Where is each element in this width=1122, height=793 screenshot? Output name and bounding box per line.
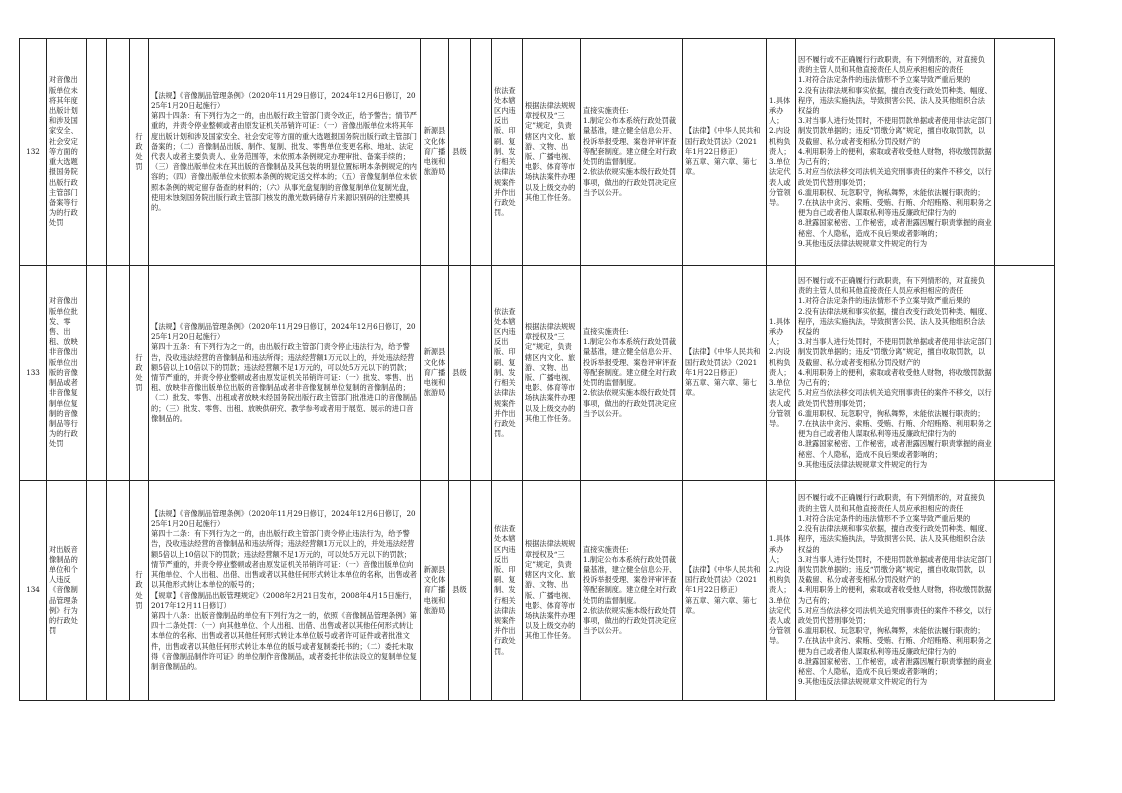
accountability-line: 3.对当事人进行处罚时，不使用罚款单据或者使用非法定部门制发罚款单据的；违反“罚缴分离”规定，擅自收取罚款，以及截留、私分或者变相私分罚没财产的 <box>798 554 992 585</box>
legal-basis <box>149 39 421 266</box>
table-row <box>20 266 1055 481</box>
row-number: 133 <box>20 266 47 481</box>
legal-basis <box>149 481 421 701</box>
accountability-line: 9.其他违反法律法规规章文件规定的行为 <box>798 238 928 248</box>
accountability-line: 9.其他违反法律法规规章文件规定的行为 <box>798 459 928 469</box>
duty-basis-law: 【法律】《中华人民共和国行政处罚法》（2021年1月22日修正） 第五章、第六章、第七章。 <box>683 481 767 701</box>
implementing-department: 新源县文化体育广播电视和旅游局 <box>421 39 449 266</box>
empty-cell <box>995 266 1055 481</box>
responsible-department: 根据法律法规规章授权及“三定”规定，负责辖区内文化、旅游、文物、出版、广播电视、电影、体育等市场执法案件办理以及上级交办的其他工作任务。 <box>523 481 581 701</box>
accountability-list <box>796 266 995 481</box>
accountability-line: 5.对应当依法移交司法机关追究刑事责任的案件不移交，以行政处罚代替刑事处罚； <box>798 388 992 408</box>
basis-line: 第四十五条：有下列行为之一的，由出版行政主管部门责令停止违法行为，给予警告，没收违法经营的音像制品和违法所得；违法经营额1万元以上的，并处违法经营额5倍以上10倍以下的罚款；违法经营额不足1万元的，可以处5万元以下的罚款；情节严重的，并责令停业整顿或者由原发证机关吊销许可证：（一）批发、零售、出租、放映非音像出版单位出版的音像制品或者非音像复制单位复制的音像制品的；（二）批发、零售、出租或者放映未经国务院出版行政主管部门批准进口的音像制品的；（三）批发、零售、出租、放映供研究、教学参考或者用于展览、展示的进口音像制品的。 <box>151 342 417 423</box>
accountability-line: 8.泄露国家秘密、工作秘密，或者泄露因履行职责掌握的商业秘密、个人隐私，造成不良后果或者影响的； <box>798 218 992 238</box>
legal-basis <box>149 266 421 481</box>
responsibility-content: 依法查处本辖区内违反出版、印刷、复制、发行相关法律法规案件并作出行政处罚。 <box>492 39 523 266</box>
accountability-line: 1.对符合法定条件的违法情形不予立案导致严重后果的 <box>798 513 971 523</box>
accountability-line: 4.利用职务上的便利，索取或者收受他人财物，将收缴罚款据为己有的； <box>798 367 992 388</box>
administrative-level: 县级 <box>449 481 471 701</box>
accountability-line: 因不履行或不正确履行行政职责，有下列情形的，对直接负责的主管人员和其他直接责任人员应承担相应的责任 <box>798 275 985 296</box>
accountability-line: 6.滥用职权、玩忽职守，徇私舞弊，未能依法履行职责的； <box>798 408 985 418</box>
basis-line: 第四十四条：有下列行为之一的，由出版行政主管部门责令改正，给予警告；情节严重的，并责令停业整顿或者由原发证机关吊销许可证：（一）音像出版单位未将其年度出版计划和涉及国家安全、社会安定等方面的重大选题报国务院出版行政主管部门备案的；（二）音像制品出版、制作、复制、批发、零售单位变更名称、地址、法定代表人或者主要负责人、业务范围等，未依照本条例规定办理审批、备案手续的；（三）音像出版单位未在其出版的音像制品及其包装的明显位置标明本条例规定的内容的；（四）音像出版单位未依照本条例的规定送交样本的；（五）音像复制单位未依照本条例的规定留存备查的材料的；（六）从事光盘复制的音像复制单位复制光盘，使用未蚀刻国务院出版行政主管部门核发的激光数码储存片来源识别码的注塑模具的。 <box>151 111 417 213</box>
accountability-line: 6.滥用职权、玩忽职守，徇私舞弊，未能依法履行职责的； <box>798 187 985 197</box>
accountability-line: 8.泄露国家秘密、工作秘密，或者泄露因履行职责掌握的商业秘密、个人隐私，造成不良后果或者影响的； <box>798 439 992 459</box>
direct-implementation-duty: 直接实施责任: 1.制定公布本系统行政处罚裁量基准，建立健全信息公开、投诉举报受理、案卷评审评查等配套制度。建立健全对行政处罚的监督制度。 2.依法依规实施本级行政处罚事项，做出的行政处罚决定应当予以公开。 <box>581 481 683 701</box>
item-type: 行政处罚 <box>130 481 149 701</box>
accountability-line: 2.没有法律法规和事实依据，擅自改变行政处罚种类、幅度、程序，违法实施执法，导致损害公民、法人及其他组织合法权益的 <box>798 524 992 554</box>
enforcement-table <box>19 38 1055 701</box>
empty-cell <box>471 266 492 481</box>
row-number: 132 <box>20 39 47 266</box>
accountability-line: 4.利用职务上的便利，索取或者收受他人财物，将收缴罚款据为己有的； <box>798 146 992 167</box>
empty-cell <box>107 39 130 266</box>
basis-line: 【法规】《音像制品管理条例》（2020年11月29日修订，2024年12月6日修订，2025年1月20日起施行） <box>151 321 416 342</box>
item-type: 行政处罚 <box>130 39 149 266</box>
accountability-line: 1.对符合法定条件的违法情形不予立案导致严重后果的 <box>798 75 971 85</box>
accountability-line: 8.泄露国家秘密、工作秘密，或者泄露因履行职责掌握的商业秘密、个人隐私，造成不良后果或者影响的； <box>798 656 992 677</box>
responsible-subjects: 1.具体承办人； 2.内设机构负责人； 3.单位法定代表人或分管领导。 <box>767 266 796 481</box>
direct-implementation-duty: 直接实施责任: 1.制定公布本系统行政处罚裁量基准，建立健全信息公开、投诉举报受理、案卷评审评查等配套制度。建立健全对行政处罚的监督制度。 2.依法依规实施本级行政处罚事项，做出的行政处罚决定应当予以公开。 <box>581 266 683 481</box>
accountability-list <box>796 481 995 701</box>
table-row <box>20 39 1055 266</box>
empty-cell <box>471 481 492 701</box>
accountability-line: 5.对应当依法移交司法机关追究刑事责任的案件不移交，以行政处罚代替刑事处罚； <box>798 605 992 626</box>
responsible-department: 根据法律法规规章授权及“三定”规定，负责辖区内文化、旅游、文物、出版、广播电视、电影、体育等市场执法案件办理以及上级交办的其他工作任务。 <box>523 39 581 266</box>
implementing-department: 新源县文化体育广播电视和旅游局 <box>421 266 449 481</box>
responsible-department: 根据法律法规规章授权及“三定”规定，负责辖区内文化、旅游、文物、出版、广播电视、电影、体育等市场执法案件办理以及上级交办的其他工作任务。 <box>523 266 581 481</box>
empty-cell <box>87 39 107 266</box>
accountability-line: 3.对当事人进行处罚时，不使用罚款单据或者使用非法定部门制发罚款单据的；违反“罚缴分离”规定，擅自收取罚款，以及截留、私分或者变相私分罚没财产的 <box>798 116 992 146</box>
direct-implementation-duty: 直接实施责任: 1.制定公布本系统行政处罚裁量基准，建立健全信息公开、投诉举报受理、案卷评审评查等配套制度。建立健全对行政处罚的监督制度。 2.依法依规实施本级行政处罚事项，做出的行政处罚决定应当予以公开。 <box>581 39 683 266</box>
accountability-list <box>796 39 995 266</box>
item-name: 对音像出版单位未将其年度出版计划和涉及国家安全、社会安定等方面的重大选题报国务院出版行政主管部门备案等行为的行政处罚 <box>47 39 87 266</box>
empty-cell <box>995 39 1055 266</box>
duty-basis-law: 【法律】《中华人民共和国行政处罚法》（2021年1月22日修正） 第五章、第六章、第七章。 <box>683 39 767 266</box>
administrative-level: 县级 <box>449 266 471 481</box>
accountability-line: 5.对应当依法移交司法机关追究刑事责任的案件不移交，以行政处罚代替刑事处罚； <box>798 167 992 187</box>
duty-basis-law: 【法律】《中华人民共和国行政处罚法》（2021年1月22日修正） 第五章、第六章、第七章。 <box>683 266 767 481</box>
basis-line: 【规章】《音像制品出版管理规定》（2008年2月21日发布，2008年4月15日施行，2017年12月11日修订） <box>151 590 417 610</box>
responsibility-content: 依法查处本辖区内违反出版、印刷、复制、发行相关法律法规案件并作出行政处罚。 <box>492 481 523 701</box>
accountability-line: 因不履行或不正确履行行政职责，有下列情形的，对直接负责的主管人员和其他直接责任人员应承担相应的责任 <box>798 493 985 513</box>
accountability-line: 2.没有法律法规和事实依据，擅自改变行政处罚种类、幅度、程序，违法实施执法，导致损害公民、法人及其他组织合法权益的 <box>798 85 992 116</box>
basis-line: 【法规】《音像制品管理条例》（2020年11月29日修订，2024年12月6日修订，2025年1月20日起施行） <box>151 90 416 110</box>
basis-line: 【法规】《音像制品管理条例》（2020年11月29日修订，2024年12月6日修订，2025年1月20日起施行） <box>151 508 416 528</box>
responsible-subjects: 1.具体承办人； 2.内设机构负责人； 3.单位法定代表人或分管领导。 <box>767 481 796 701</box>
basis-line: 第四十二条：有下列行为之一的，由出版行政主管部门责令停止违法行为，给予警告，没收违法经营的音像制品和违法所得；违法经营额1万元以上的，并处违法经营额5倍以上10倍以下的罚款；违法经营额不足1万元的，可以处5万元以下的罚款；情节严重的，并责令停业整顿或者由原发证机关吊销许可证：（一）音像出版单位向其他单位、个人出租、出借、出售或者以其他任何形式转让本单位的名称，出售或者以其他形式转让本单位的版号的； <box>151 529 417 590</box>
administrative-level: 县级 <box>449 39 471 266</box>
accountability-line: 7.在执法中贪污、索贿、受贿、行贿、介绍贿赂、利用职务之便为自己或者他人谋取私利等违反廉政纪律行为的 <box>798 197 992 218</box>
accountability-line: 6.滥用职权、玩忽职守，徇私舞弊，未能依法履行职责的； <box>798 626 985 636</box>
responsible-subjects: 1.具体承办人； 2.内设机构负责人； 3.单位法定代表人或分管领导。 <box>767 39 796 266</box>
implementing-department: 新源县文化体育广播电视和旅游局 <box>421 481 449 701</box>
table-row <box>20 481 1055 701</box>
basis-line: 第四十八条：出版音像制品的单位有下列行为之一的，依照《音像制品管理条例》第四十二条处罚：（一）向其他单位、个人出租、出借、出售或者以其他任何形式转让本单位的名称、出售或者以其他任何形式转让本单位版号或者许可证件或者批准文件，出售或者以其他任何形式转让本单位的版号或者复制委托书的；（二）委托未取得《音像制品制作许可证》的单位制作音像制品，或者委托非依法设立的复制单位复制音像制品的。 <box>151 610 417 672</box>
accountability-line: 4.利用职务上的便利，索取或者收受他人财物，将收缴罚款据为己有的； <box>798 585 992 605</box>
accountability-line: 9.其他违反法律法规规章文件规定的行为 <box>798 677 928 687</box>
accountability-line: 2.没有法律法规和事实依据，擅自改变行政处罚种类、幅度、程序，违法实施执法，导致损害公民、法人及其他组织合法权益的 <box>798 306 992 337</box>
empty-cell <box>87 266 107 481</box>
accountability-line: 7.在执法中贪污、索贿、受贿、行贿、介绍贿赂、利用职务之便为自己或者他人谋取私利等违反廉政纪律行为的 <box>798 418 992 439</box>
accountability-line: 因不履行或不正确履行行政职责，有下列情形的，对直接负责的主管人员和其他直接责任人员应承担相应的责任 <box>798 54 985 75</box>
empty-cell <box>471 39 492 266</box>
item-name: 对音像出版单位批发、零售、出租、放映非音像出版单位出版的音像制品或者非音像复制单位复制的音像制品等行为的行政处罚 <box>47 266 87 481</box>
empty-cell <box>87 481 107 701</box>
accountability-line: 1.对符合法定条件的违法情形不予立案导致严重后果的 <box>798 296 971 306</box>
item-type: 行政处罚 <box>130 266 149 481</box>
row-number: 134 <box>20 481 47 701</box>
item-name: 对出版音像制品的单位和个人违反《音像制品管理条例》行为的行政处罚 <box>47 481 87 701</box>
empty-cell <box>107 266 130 481</box>
accountability-line: 7.在执法中贪污、索贿、受贿、行贿、介绍贿赂、利用职务之便为自己或者他人谋取私利等违反廉政纪律行为的 <box>798 636 992 656</box>
responsibility-content: 依法查处本辖区内违反出版、印刷、复制、发行相关法律法规案件并作出行政处罚。 <box>492 266 523 481</box>
accountability-line: 3.对当事人进行处罚时，不使用罚款单据或者使用非法定部门制发罚款单据的；违反“罚缴分离”规定，擅自收取罚款，以及截留、私分或者变相私分罚没财产的 <box>798 337 992 367</box>
empty-cell <box>995 481 1055 701</box>
empty-cell <box>107 481 130 701</box>
